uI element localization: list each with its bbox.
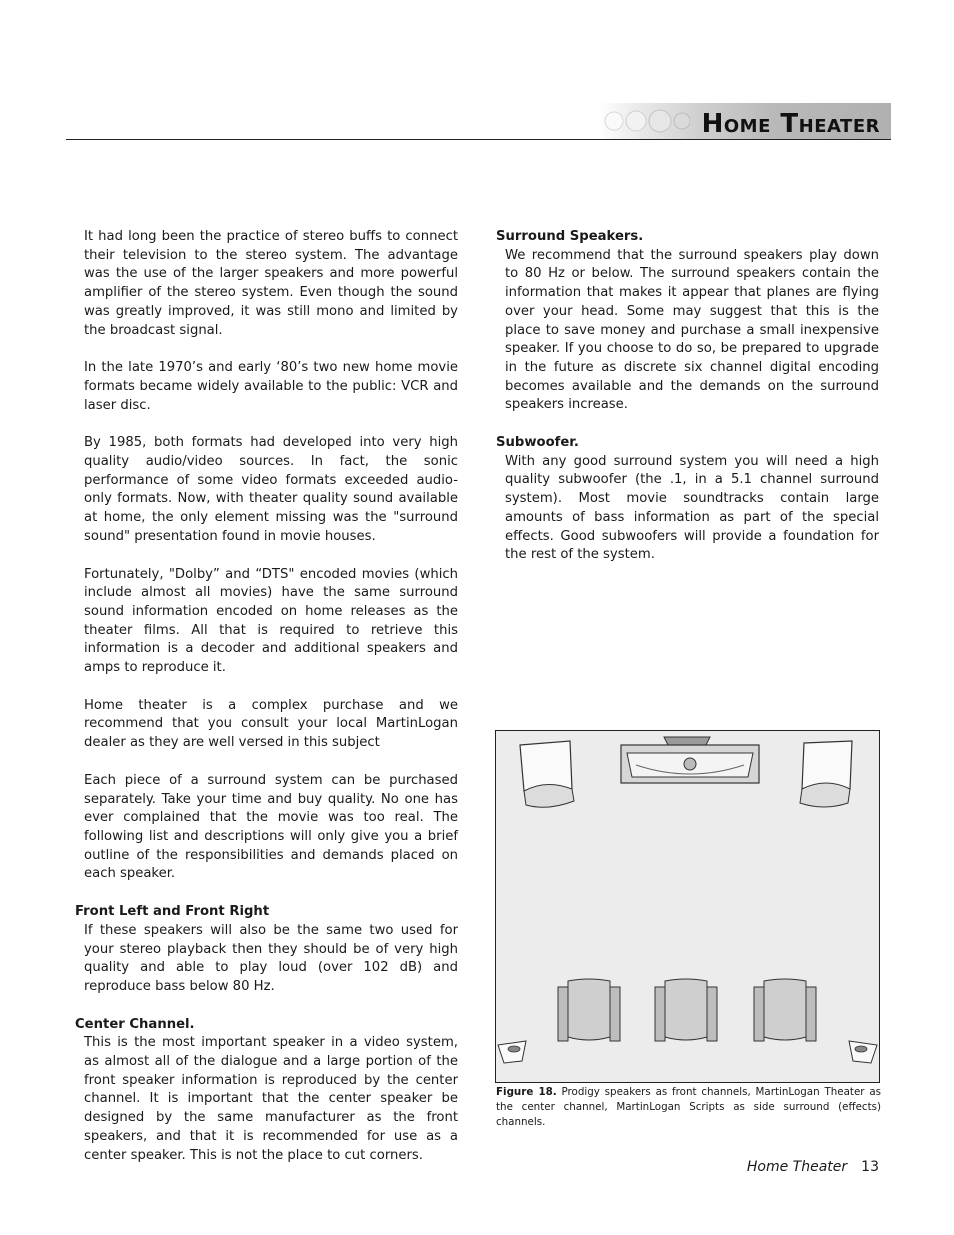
center-channel-heading: Center Channel. xyxy=(75,1016,195,1032)
figure-caption xyxy=(496,1085,881,1130)
surround-left-speaker-icon xyxy=(498,1041,526,1063)
subwoofer-text: With any good surround system you will need a high quality subwoofer (the .1, in a 5.1 channel surround system). Most movie soundtracks contain large amounts of bass information as part of the special effects. Good subwoofers will provide a foundation for the rest of the system. xyxy=(505,453,879,563)
right-column xyxy=(496,228,879,584)
page-footer xyxy=(747,1159,879,1175)
surround-speakers-text: We recommend that the surround speakers play down to 80 Hz or below. The surround speakers contain the information that makes it appear that planes are flying over your head. Some may suggest that this is the place to save money and purchase a small inexpensive speaker. If you choose to do so, be prepared to upgrade in the future as discrete six channel digital encoding becomes available and the demands on the surround speakers increase. xyxy=(505,247,879,413)
figure-caption-text: Prodigy speakers as front channels, MartinLogan Theater as the center channel, MartinLogan Scripts as side surround (effects) channels. xyxy=(496,1086,881,1128)
front-left-speaker-icon xyxy=(520,741,574,807)
room-layout-illustration xyxy=(496,731,879,1082)
header-rule xyxy=(66,139,891,140)
room-layout-figure xyxy=(495,730,880,1083)
paragraph: In the late 1970’s and early ‘80’s two new home movie formats became widely available to the public: VCR and laser disc. xyxy=(84,360,458,413)
footer-section-title: Home Theater xyxy=(746,1159,848,1175)
center-channel-text: This is the most important speaker in a video system, as almost all of the dialogue and a large portion of the front speaker information is reproduced by the center channel. It is important that the center speaker be designed by the same manufacturer as the front speakers, and that it is recommended for use as a center speaker. This is not the place to cut corners. xyxy=(84,1035,458,1163)
front-right-speaker-icon xyxy=(800,741,852,807)
paragraph: Fortunately, "Dolby” and “DTS" encoded movies (which include almost all movies) have the same surround sound information encoded on home releases as the theater films. All that is required to retrieve this information is a decoder and additional speakers and amps to reproduce it. xyxy=(84,566,458,676)
surround-right-speaker-icon xyxy=(849,1041,877,1063)
paragraph: Home theater is a complex purchase and we recommend that you consult your local MartinLogan dealer as they are well versed in this subject xyxy=(84,697,458,751)
chair-right-icon xyxy=(754,979,816,1041)
paragraph: By 1985, both formats had developed into very high quality audio/video sources. In fact, the sonic performance of some video formats exceeded audio-only formats. Now, with theater quality sound available at home, the only element missing was the "surround sound" presentation found in movie houses. xyxy=(84,435,458,544)
figure-label: Figure 18. xyxy=(496,1086,557,1098)
front-speakers-heading: Front Left and Front Right xyxy=(75,904,270,920)
front-speakers-text: If these speakers will also be the same two used for your stereo playback then they should be of very high quality and able to play loud (over 102 dB) and reproduce bass below 80 Hz. xyxy=(84,922,458,994)
chair-left-icon xyxy=(558,979,620,1041)
page-title: Home Theater xyxy=(701,109,880,139)
surround-speakers-heading: Surround Speakers. xyxy=(496,229,644,244)
chair-center-icon xyxy=(655,979,717,1041)
left-column xyxy=(75,228,458,1184)
subwoofer-heading: Subwoofer. xyxy=(496,435,579,451)
paragraph: Each piece of a surround system can be purchased separately. Take your time and buy quality. No one has ever complained that the movie was too real. The following list and descriptions will only give you a brief outline of the responsibilities and demands placed on each speaker. xyxy=(84,772,458,882)
paragraph: It had long been the practice of stereo buffs to connect their television to the stereo system. The advantage was the use of the larger speakers and more powerful amplifier of the stereo system. Even though the sound was greatly improved, it was still mono and limited by the broadcast signal. xyxy=(84,229,458,338)
header-dot-pattern xyxy=(600,105,690,137)
page-number: 13 xyxy=(861,1159,879,1175)
center-speaker-icon xyxy=(621,737,759,783)
